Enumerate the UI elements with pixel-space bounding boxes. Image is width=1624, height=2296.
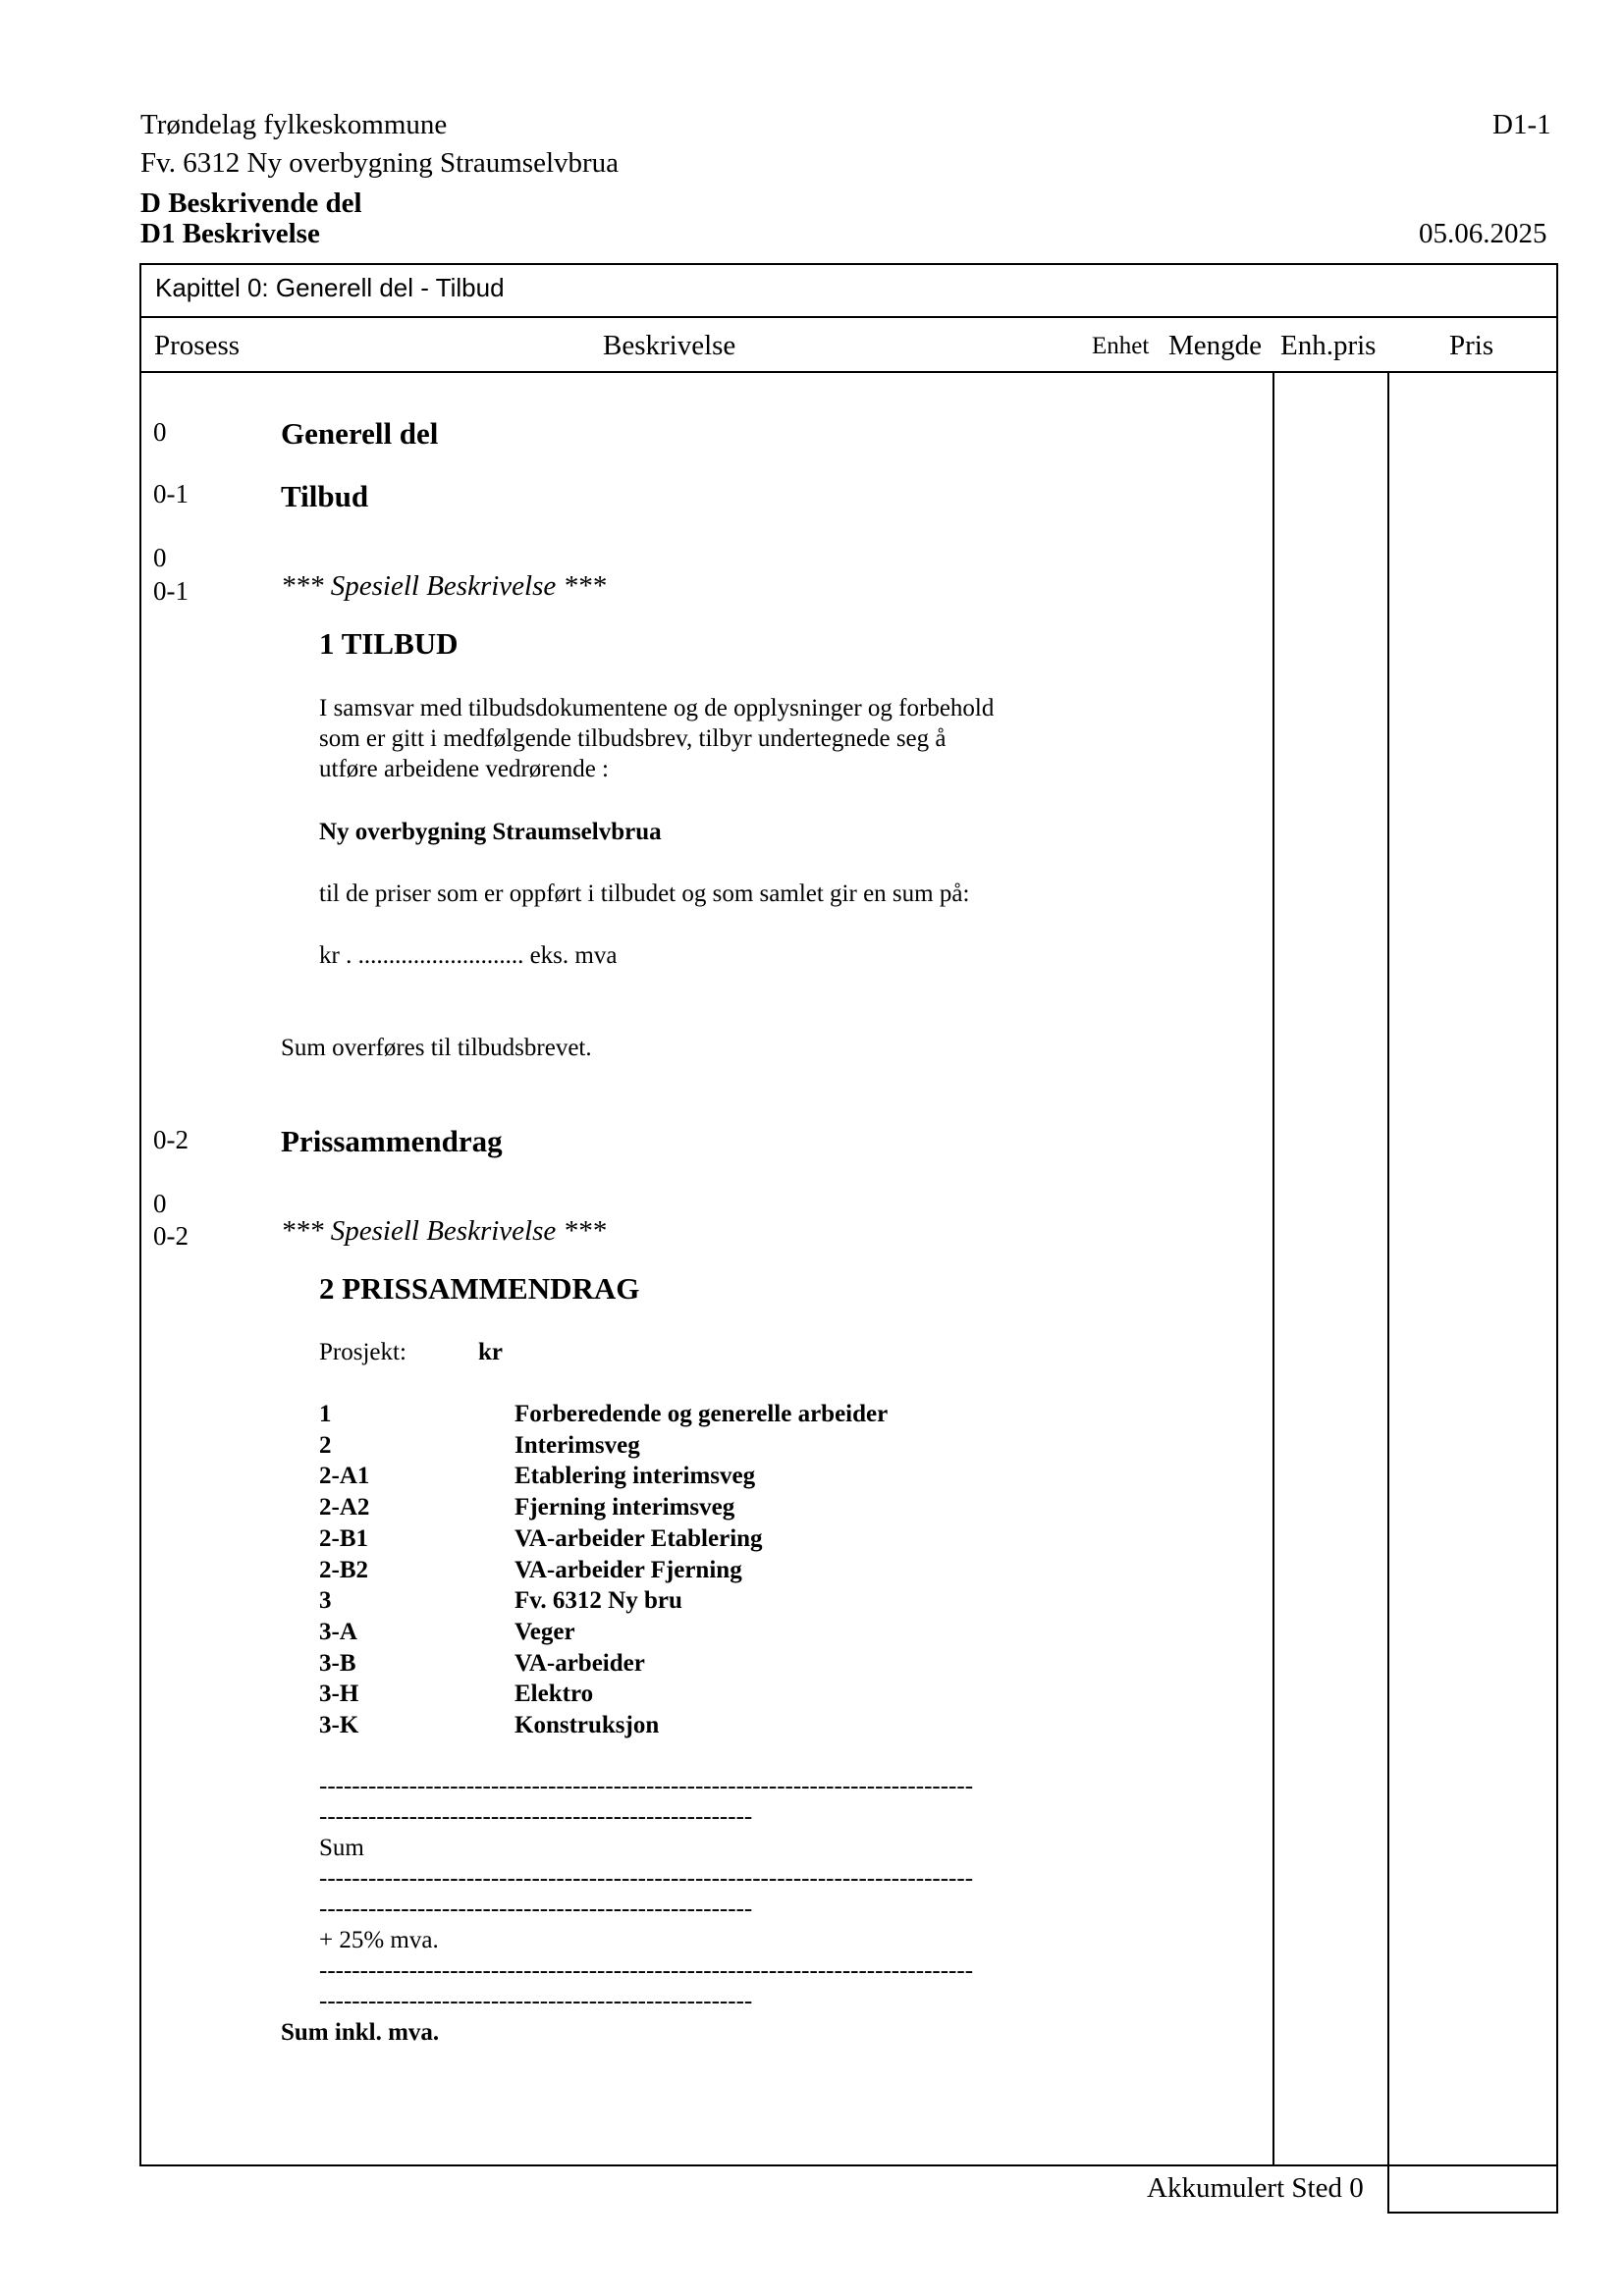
separator-line: -------------------------------------------------------------------------------- <box>319 1957 974 1984</box>
process-code: 0 <box>153 543 167 572</box>
process-code: 0 <box>153 1189 167 1218</box>
summary-row-code: 3-B <box>319 1649 356 1677</box>
process-code: 0-1 <box>153 576 189 606</box>
project-name-bold: Ny overbygning Straumselvbrua <box>319 819 662 845</box>
special-description-marker: *** Spesiell Beskrivelse *** <box>281 570 606 602</box>
org-name: Trøndelag fylkeskommune <box>140 109 448 140</box>
enhpris-divider <box>1272 373 1274 2165</box>
tilbud-paragraph-line: utføre arbeidene vedrørende : <box>319 756 609 782</box>
doc-date: 05.06.2025 <box>1419 218 1547 249</box>
summary-row-name: VA-arbeider Etablering <box>514 1524 763 1552</box>
summary-row-code: 2 <box>319 1431 332 1459</box>
akkumulert-value-box <box>1387 2164 1558 2214</box>
summary-row-code: 2-A2 <box>319 1494 370 1522</box>
summary-row-code: 2-B2 <box>319 1556 368 1583</box>
sum-label: Sum <box>319 1835 364 1861</box>
separator-line: -------------------------------------------------------------------------------- <box>319 1773 974 1799</box>
separator-line: -------------------------------------------------------------------------------- <box>319 1865 974 1892</box>
col-enhet: Enhet <box>1092 333 1150 359</box>
col-beskrivelse: Beskrivelse <box>603 330 736 361</box>
separator-line: ----------------------------------------------------- <box>319 1988 753 2014</box>
summary-row-name: Fv. 6312 Ny bru <box>514 1587 682 1615</box>
separator-line: ----------------------------------------------------- <box>319 1803 753 1830</box>
summary-row-name: Interimsveg <box>514 1431 640 1459</box>
summary-row-name: VA-arbeider Fjerning <box>514 1556 742 1583</box>
doc-code: D1-1 <box>1492 109 1551 140</box>
sum-transfer-note: Sum overføres til tilbudsbrevet. <box>281 1035 592 1061</box>
section-heading: Generell del <box>281 416 439 451</box>
subheading-prissammendrag: 2 PRISSAMMENDRAG <box>319 1271 640 1306</box>
chapter-title: Kapittel 0: Generell del - Tilbud <box>155 273 505 302</box>
prosjekt-currency: kr <box>478 1339 503 1365</box>
col-mengde: Mengde <box>1168 330 1263 361</box>
section-heading: Prissammendrag <box>281 1124 503 1158</box>
special-description-marker: *** Spesiell Beskrivelse *** <box>281 1215 606 1247</box>
kr-line: kr . ........................... eks. mva <box>319 942 618 969</box>
akkumulert-label: Akkumulert Sted 0 <box>1147 2172 1364 2204</box>
summary-row-code: 2-A1 <box>319 1463 370 1490</box>
col-pris: Pris <box>1449 330 1494 361</box>
col-prosess: Prosess <box>154 330 241 361</box>
col-enhpris: Enh.pris <box>1280 330 1377 361</box>
price-line: til de priser som er oppført i tilbudet og som samlet gir en sum på: <box>319 881 970 907</box>
section-heading: Tilbud <box>281 479 369 513</box>
summary-row-name: Etablering interimsveg <box>514 1463 756 1490</box>
summary-row-name: VA-arbeider <box>514 1649 645 1677</box>
summary-row-name: Forberedende og generelle arbeider <box>514 1401 889 1427</box>
tilbud-paragraph-line: I samsvar med tilbudsdokumentene og de opplysninger og forbehold <box>319 695 995 721</box>
sum-inkl-mva-label: Sum inkl. mva. <box>281 2019 440 2046</box>
process-code: 0-1 <box>153 479 189 508</box>
subsection-title: D1 Beskrivelse <box>140 218 320 249</box>
summary-row-name: Konstruksjon <box>514 1712 660 1738</box>
summary-row-name: Elektro <box>514 1681 594 1708</box>
summary-row-code: 3-A <box>319 1618 357 1645</box>
section-title: D Beskrivende del <box>140 187 362 219</box>
process-code: 0 <box>153 417 167 447</box>
pris-divider <box>1387 373 1389 2165</box>
summary-row-code: 1 <box>319 1401 332 1427</box>
summary-row-code: 3-K <box>319 1712 359 1738</box>
prosjekt-label: Prosjekt: <box>319 1339 406 1365</box>
process-code: 0-2 <box>153 1125 189 1154</box>
summary-row-code: 3 <box>319 1587 332 1615</box>
summary-row-name: Veger <box>514 1618 575 1645</box>
separator-line: ----------------------------------------------------- <box>319 1896 753 1922</box>
tilbud-paragraph-line: som er gitt i medfølgende tilbudsbrev, tilbyr undertegnede seg å <box>319 725 947 752</box>
mva-label: + 25% mva. <box>319 1927 439 1953</box>
process-code: 0-2 <box>153 1221 189 1251</box>
subheading-tilbud: 1 TILBUD <box>319 626 459 661</box>
summary-row-code: 2-B1 <box>319 1524 368 1552</box>
summary-row-code: 3-H <box>319 1681 359 1708</box>
project-title: Fv. 6312 Ny overbygning Straumselvbrua <box>140 147 620 179</box>
summary-row-name: Fjerning interimsveg <box>514 1494 735 1522</box>
